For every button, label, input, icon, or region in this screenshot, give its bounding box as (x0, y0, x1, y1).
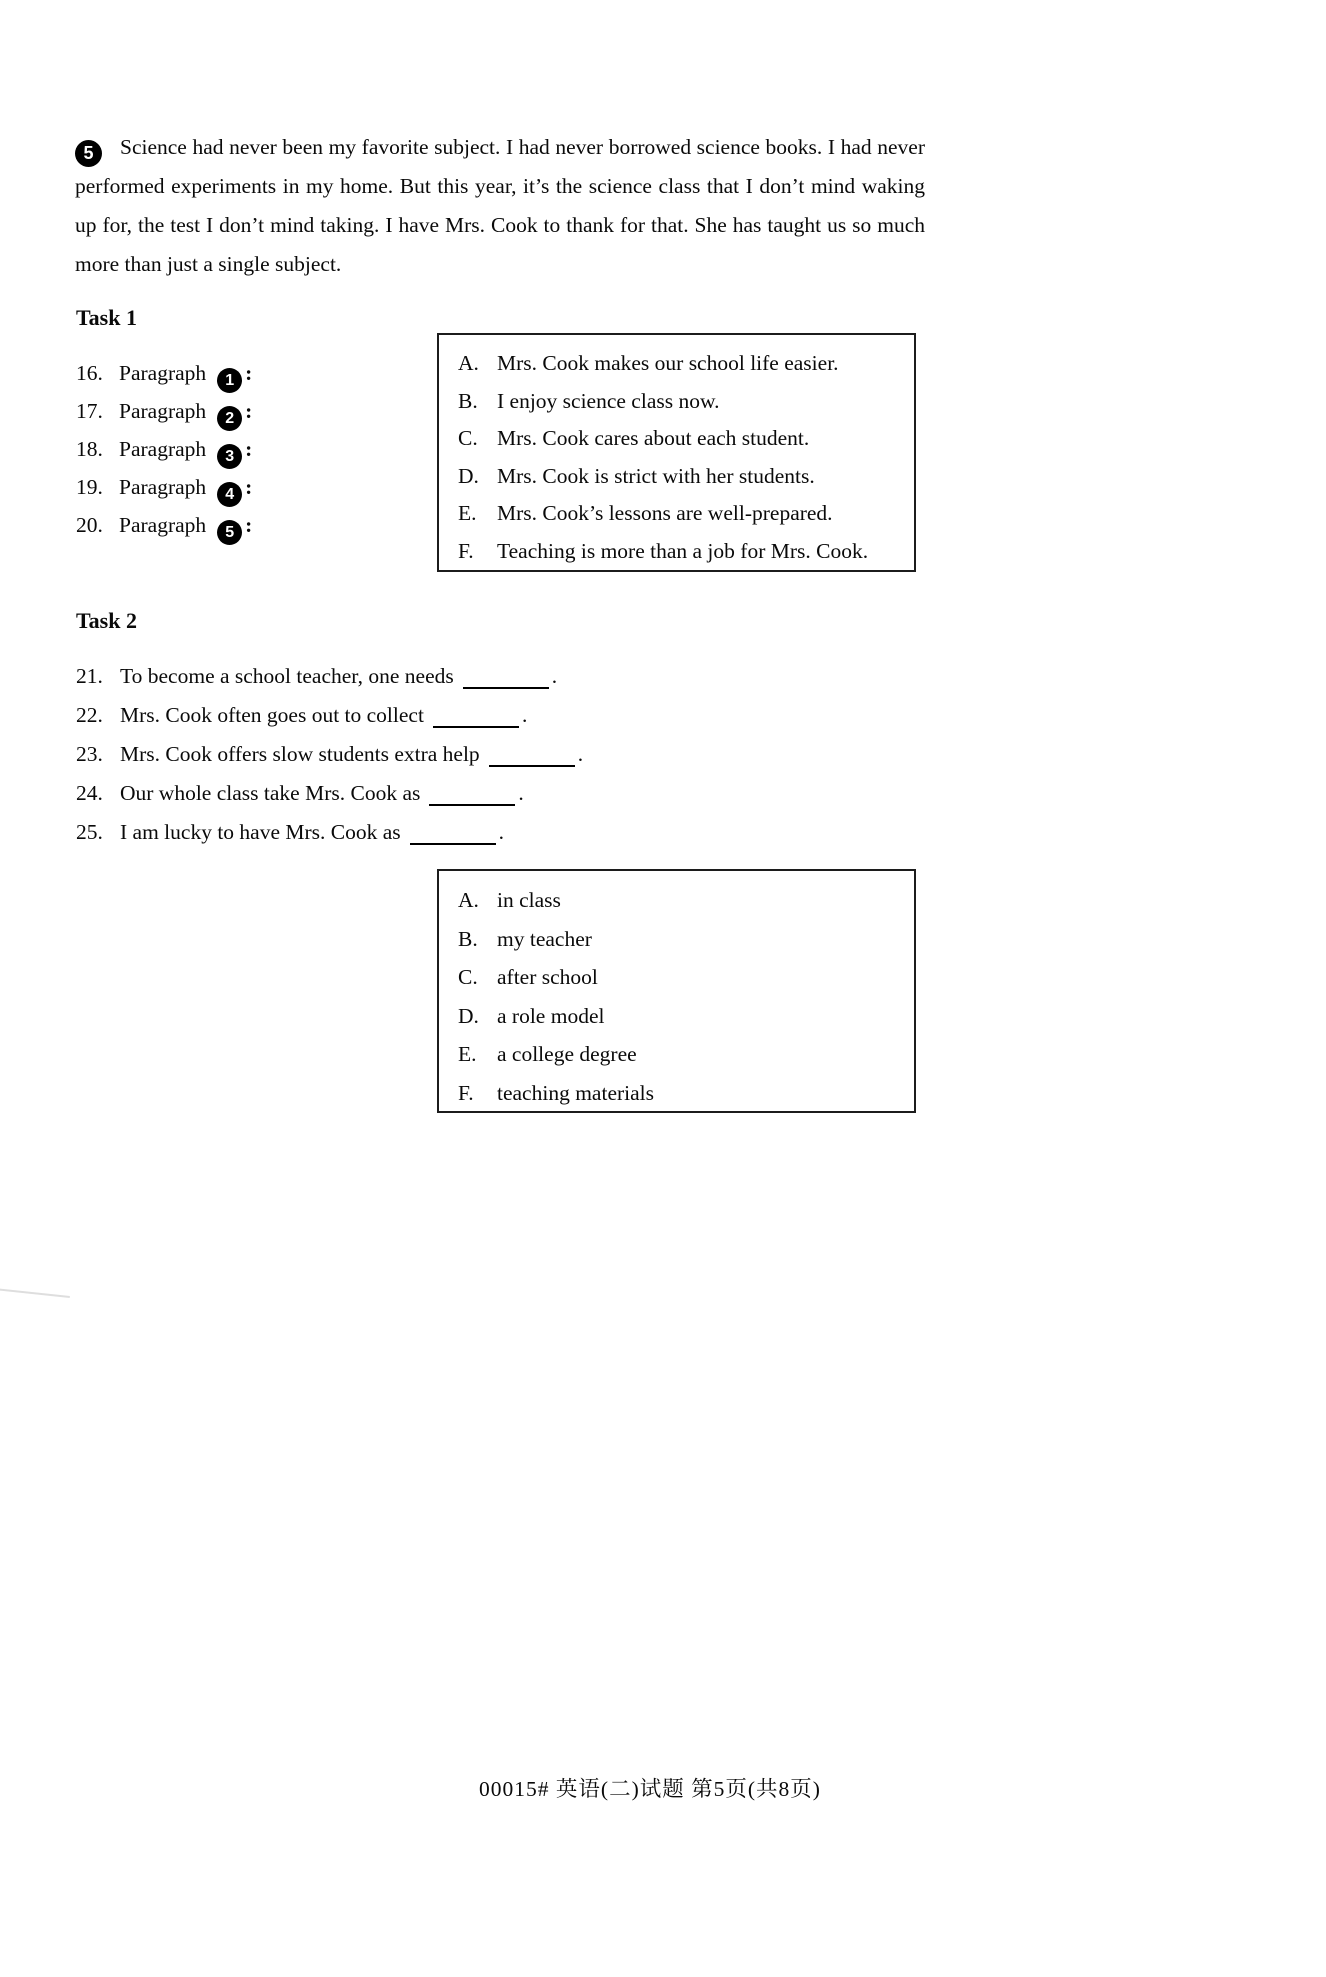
option-letter: A. (458, 351, 479, 375)
option-letter: B. (458, 388, 478, 413)
task2-list (76, 657, 583, 852)
colon: : (245, 513, 253, 537)
option-text: Teaching is more than a job for Mrs. Cook. (497, 538, 869, 563)
option-letter: D. (458, 463, 479, 488)
option-text: my teacher (497, 926, 592, 951)
item-text: I am lucky to have Mrs. Cook as (120, 820, 401, 844)
item-number: 23. (76, 742, 103, 766)
passage-text: Science had never been my favorite subject. I had never borrowed science books. I had never performed experiments in my home. But this year, it’s the science class that I don’t mind waking up for, the test I don’t mind taking. I have Mrs. Cook to thank for that. She has taught us so much more than just a single subject. (75, 134, 925, 276)
task1-heading: Task 1 (76, 305, 137, 330)
task2-item-22 (76, 696, 583, 735)
task1-item-18 (76, 430, 252, 468)
task2-item-25 (76, 813, 583, 852)
option-letter: C. (458, 426, 478, 450)
option-text: Mrs. Cook cares about each student. (497, 426, 810, 450)
item-number: 17. (76, 399, 103, 423)
option-row-a (458, 345, 906, 383)
option-row-e (458, 495, 906, 533)
option-row-a (458, 881, 906, 920)
option-text: Mrs. Cook is strict with her students. (497, 463, 815, 488)
option-letter: F. (458, 1080, 474, 1105)
item-text: Mrs. Cook offers slow students extra help (120, 742, 480, 766)
answer-blank (429, 803, 515, 806)
task1-item-16 (76, 354, 252, 392)
option-letter: E. (458, 1042, 477, 1066)
option-text: after school (497, 965, 598, 989)
option-letter: B. (458, 926, 478, 951)
item-number: 19. (76, 475, 103, 499)
task1-item-20 (76, 506, 252, 544)
paragraph-number-badge: 3 (217, 444, 242, 469)
item-number: 16. (76, 361, 103, 385)
period: . (551, 664, 558, 688)
answer-blank (433, 725, 519, 728)
item-text: Mrs. Cook often goes out to collect (120, 703, 424, 727)
item-text: To become a school teacher, one needs (120, 664, 454, 688)
task1-options-box (437, 333, 916, 572)
option-row-f (458, 1074, 906, 1113)
option-text: a college degree (497, 1042, 637, 1066)
item-number: 25. (76, 820, 103, 844)
answer-blank (410, 842, 496, 845)
passage-paragraph-5 (75, 128, 925, 284)
option-text: I enjoy science class now. (497, 388, 720, 413)
option-text: Mrs. Cook makes our school life easier. (497, 351, 839, 375)
option-text: a role model (497, 1003, 605, 1028)
option-row-b (458, 383, 906, 421)
option-row-d (458, 458, 906, 496)
period: . (577, 742, 584, 766)
item-number: 24. (76, 781, 103, 805)
task1-item-19 (76, 468, 252, 506)
colon: : (245, 475, 253, 499)
option-letter: C. (458, 965, 478, 989)
paragraph-label: Paragraph (119, 361, 207, 385)
option-text: in class (497, 888, 561, 912)
item-number: 20. (76, 513, 103, 537)
option-row-d (458, 997, 906, 1036)
paragraph-number-badge: 5 (217, 520, 242, 545)
task2-item-21 (76, 657, 583, 696)
option-letter: A. (458, 888, 479, 912)
paragraph-number-badge: 2 (217, 406, 242, 431)
item-text: Our whole class take Mrs. Cook as (120, 781, 421, 805)
task2-item-24 (76, 774, 583, 813)
paragraph-number-badge: 1 (217, 368, 242, 393)
period: . (521, 703, 528, 727)
option-row-f (458, 533, 906, 571)
item-number: 21. (76, 664, 103, 688)
option-row-e (458, 1035, 906, 1074)
item-number: 18. (76, 437, 103, 461)
item-number: 22. (76, 703, 103, 727)
colon: : (245, 399, 253, 423)
option-row-b (458, 920, 906, 959)
option-row-c (458, 420, 906, 458)
period: . (498, 820, 505, 844)
scan-artifact-line (0, 1288, 70, 1298)
option-text: Mrs. Cook’s lessons are well-prepared. (497, 501, 833, 525)
option-letter: E. (458, 501, 477, 525)
paragraph-label: Paragraph (119, 475, 207, 499)
task1-list (76, 354, 252, 544)
paragraph-label: Paragraph (119, 513, 207, 537)
option-letter: F. (458, 538, 474, 563)
option-row-c (458, 958, 906, 997)
answer-blank (489, 764, 575, 767)
paragraph-5-number-badge: 5 (75, 140, 102, 167)
task2-heading: Task 2 (76, 608, 137, 633)
period: . (518, 781, 524, 805)
paragraph-label: Paragraph (119, 399, 207, 423)
paragraph-label: Paragraph (119, 437, 207, 461)
page-footer: 00015# 英语(二)试题 第5页(共8页) (479, 1777, 821, 1801)
option-letter: D. (458, 1003, 479, 1028)
task1-item-17 (76, 392, 252, 430)
answer-blank (463, 686, 549, 689)
task2-item-23 (76, 735, 583, 774)
paragraph-number-badge: 4 (217, 482, 242, 507)
colon: : (245, 361, 253, 385)
task2-options-box (437, 869, 916, 1113)
option-text: teaching materials (497, 1080, 654, 1105)
colon: : (245, 437, 253, 461)
